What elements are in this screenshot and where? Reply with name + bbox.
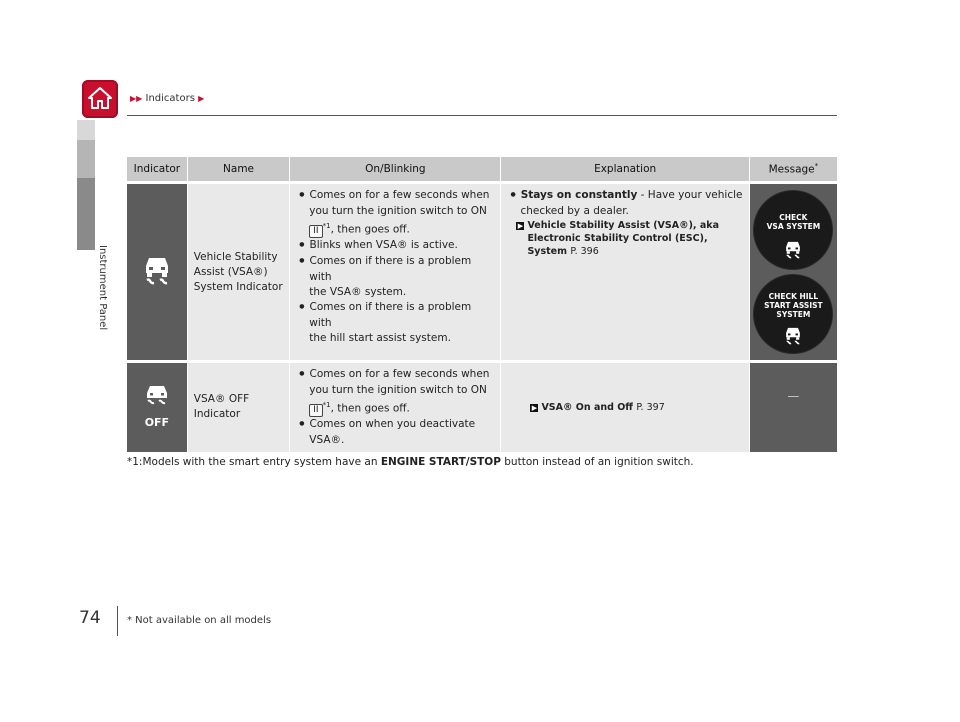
- footnote-ignition: *1:Models with the smart entry system have an ENGINE START/STOP button instead of an ignition switch.: [127, 456, 694, 468]
- col-message: Message*: [750, 157, 837, 181]
- bullet-continuation: the VSA® system.: [309, 285, 407, 298]
- vsa-skid-icon: [783, 239, 803, 261]
- bullet-item: ● Comes on if there is a problem with: [296, 254, 494, 285]
- table-row-vsa: [127, 181, 837, 360]
- vsa-indicator-cell: [127, 181, 188, 360]
- name-line: Vehicle Stability: [193, 250, 278, 263]
- message-line: VSA SYSTEM: [766, 222, 821, 231]
- sidebar-tab-mid: [77, 140, 95, 178]
- table-header-row: [127, 157, 837, 181]
- sidebar-tab-light: [77, 120, 95, 140]
- bullet-continuation: II $^{*1}$, then goes off.: [296, 219, 494, 238]
- sidebar-tab-active[interactable]: [77, 178, 95, 250]
- vsa-on-blinking-cell: [290, 181, 501, 360]
- breadcrumb-indicators[interactable]: Indicators: [145, 93, 195, 104]
- vsa-off-icon: [142, 385, 172, 417]
- name-line: Assist (VSA®): [193, 265, 268, 278]
- bullet-continuation: the hill start assist system.: [309, 331, 451, 344]
- reference-arrow-icon: ▶: [531, 403, 538, 412]
- ignition-key-icon: II: [309, 225, 322, 238]
- ignition-key-icon: II: [309, 404, 322, 417]
- home-button[interactable]: [82, 80, 118, 118]
- bullet-item: ● Stays on constantly - Have your vehicle: [507, 188, 742, 204]
- vsa-off-explanation-cell: [501, 360, 749, 452]
- bullet-continuation: you turn the ignition switch to ON: [309, 384, 487, 396]
- col-indicator: Indicator: [127, 157, 188, 181]
- bullet-item: ● Blinks when VSA® is active.: [296, 238, 494, 254]
- vsa-off-on-blinking-cell: [290, 360, 501, 452]
- reference-arrow-icon: ▶: [517, 222, 524, 230]
- vsa-skid-icon: [783, 325, 803, 347]
- name-line: System Indicator: [193, 280, 283, 293]
- message-line: CHECK: [779, 213, 808, 222]
- header-rule: [127, 115, 837, 116]
- breadcrumb-arrow-icon: ▶: [198, 94, 205, 103]
- message-line: START ASSIST: [764, 301, 823, 310]
- footer-divider: [117, 606, 118, 636]
- sidebar-label: Instrument Panel: [97, 245, 108, 331]
- bullet-item: ● Comes on for a few seconds when: [296, 367, 494, 383]
- col-explanation: Explanation: [501, 157, 749, 181]
- vsa-message-cell: [750, 181, 837, 360]
- bullet-item: ● Comes on if there is a problem with: [296, 300, 494, 331]
- message-line: SYSTEM: [776, 310, 811, 319]
- breadcrumb-arrow-icon: ▶▶: [130, 94, 143, 103]
- bullet-item: ● Comes on when you deactivate: [296, 417, 494, 433]
- table-row-vsa-off: [127, 360, 837, 452]
- col-name: Name: [188, 157, 291, 181]
- message-display: [754, 191, 832, 269]
- off-label: OFF: [144, 416, 170, 430]
- home-icon: [87, 86, 113, 110]
- message-display: [754, 275, 832, 353]
- bullet-item: ● Comes on for a few seconds when: [296, 188, 494, 204]
- vsa-off-indicator-cell: [127, 360, 188, 452]
- indicator-table: [127, 157, 837, 452]
- page-number: 74: [79, 608, 101, 628]
- cross-reference-link[interactable]: ▶ VSA® On and Off P. 397: [531, 401, 665, 413]
- name-line: Indicator: [193, 408, 241, 421]
- bullet-continuation: VSA®.: [309, 433, 345, 446]
- col-on-blinking: On/Blinking: [290, 157, 501, 181]
- name-line: VSA® OFF: [193, 393, 250, 406]
- bullet-continuation: you turn the ignition switch to ON: [309, 205, 487, 217]
- bullet-continuation: checked by a dealer.: [520, 205, 629, 217]
- vsa-name-cell: [188, 181, 291, 360]
- vsa-explanation-cell: [501, 181, 749, 360]
- message-line: CHECK HILL: [768, 292, 819, 301]
- bullet-continuation: II $^{*1}$, then goes off.: [296, 398, 494, 417]
- breadcrumb[interactable]: [130, 93, 204, 104]
- vsa-off-name-cell: [188, 360, 291, 452]
- vsa-skid-icon: [141, 254, 173, 288]
- cross-reference-link[interactable]: ▶ Vehicle Stability Assist (VSA®), aka Electronic Stability Control (ESC), System P. 396: [517, 220, 719, 257]
- vsa-off-message-cell: [750, 360, 837, 452]
- no-message-dash: —: [787, 389, 800, 403]
- models-footnote: * Not available on all models: [127, 615, 272, 626]
